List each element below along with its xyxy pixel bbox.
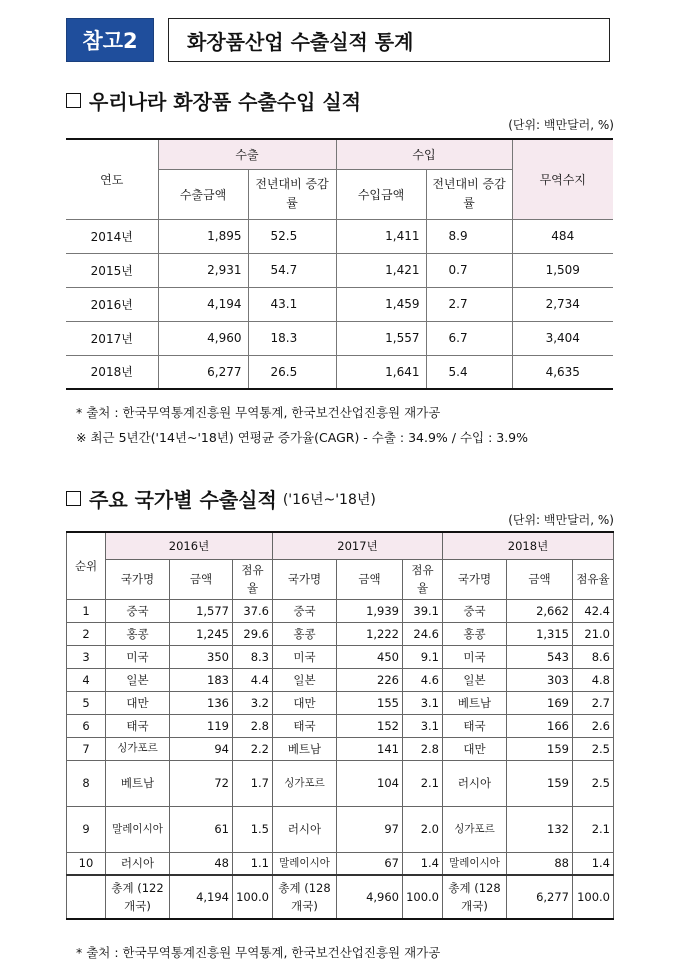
share-2016-cell: 3.2	[233, 691, 273, 714]
country-2017-cell: 러시아	[273, 806, 337, 852]
country-2018-cell: 태국	[443, 714, 507, 737]
country-table-row	[67, 806, 614, 852]
amount-2018-cell: 132	[507, 806, 573, 852]
country-2016-cell: 베트남	[106, 760, 170, 806]
rank-cell: 9	[67, 806, 106, 852]
trade-table-row	[66, 253, 613, 287]
section1-heading	[66, 86, 361, 115]
amount-2016-cell: 94	[170, 737, 233, 760]
share-2018-cell: 2.6	[573, 714, 614, 737]
country-table-row	[67, 599, 614, 622]
amount-2016-cell: 72	[170, 760, 233, 806]
balance-cell: 3,404	[512, 321, 613, 355]
country-table-row	[67, 714, 614, 737]
import-rate-cell: 5.4	[426, 355, 512, 389]
rank-cell: 8	[67, 760, 106, 806]
import-rate-cell: 8.9	[426, 219, 512, 253]
export-amount-cell: 2,931	[158, 253, 248, 287]
amount-2018-cell: 159	[507, 737, 573, 760]
section2-title: 주요 국가별 수출실적	[89, 488, 277, 512]
share-2016-cell: 1.7	[233, 760, 273, 806]
balance-cell: 4,635	[512, 355, 613, 389]
share-2016-cell: 29.6	[233, 622, 273, 645]
export-rate-cell: 26.5	[248, 355, 336, 389]
section1-cagr-note: ※ 최근 5년간('14년~'18년) 연평균 증가율(CAGR) - 수출 : 34.9% / 수입 : 3.9%	[76, 430, 529, 445]
amount-2017-cell: 450	[337, 645, 403, 668]
page-header	[66, 18, 610, 62]
amount-2017-cell: 67	[337, 852, 403, 875]
country-table-row	[67, 760, 614, 806]
checkbox-square-icon	[66, 93, 81, 108]
header-2018: 2018년	[443, 532, 614, 559]
share-2016-cell: 4.4	[233, 668, 273, 691]
header-share: 점유율	[403, 559, 443, 599]
country-2016-cell: 홍콩	[106, 622, 170, 645]
rank-cell: 7	[67, 737, 106, 760]
import-rate-cell: 2.7	[426, 287, 512, 321]
year-cell: 2014년	[66, 219, 158, 253]
amount-2018-cell: 159	[507, 760, 573, 806]
share-2018-cell: 42.4	[573, 599, 614, 622]
country-table-row	[67, 737, 614, 760]
amount-2016-cell: 350	[170, 645, 233, 668]
country-2016-cell: 말레이시아	[106, 806, 170, 852]
section1-source-note: * 출처 : 한국무역통계진흥원 무역통계, 한국보건산업진흥원 재가공	[76, 405, 441, 420]
country-2016-cell: 미국	[106, 645, 170, 668]
share-2017-cell: 3.1	[403, 714, 443, 737]
share-2017-cell: 1.4	[403, 852, 443, 875]
header-import-yoy: 전년대비 증감률	[426, 169, 512, 219]
header-country: 국가명	[273, 559, 337, 599]
country-2018-cell: 말레이시아	[443, 852, 507, 875]
import-amount-cell: 1,411	[336, 219, 426, 253]
amount-2017-cell: 155	[337, 691, 403, 714]
import-rate-cell: 0.7	[426, 253, 512, 287]
share-2017-cell: 4.6	[403, 668, 443, 691]
country-2018-cell: 일본	[443, 668, 507, 691]
country-2018-cell: 러시아	[443, 760, 507, 806]
import-rate-cell: 6.7	[426, 321, 512, 355]
amount-2017-cell: 141	[337, 737, 403, 760]
amount-2017-cell: 1,222	[337, 622, 403, 645]
header-amount: 금액	[170, 559, 233, 599]
country-2016-cell: 대만	[106, 691, 170, 714]
country-2018-cell: 대만	[443, 737, 507, 760]
section1-unit: (단위: 백만달러, %)	[508, 118, 614, 132]
amount-2018-cell: 303	[507, 668, 573, 691]
share-2018-cell: 2.5	[573, 737, 614, 760]
import-amount-cell: 1,421	[336, 253, 426, 287]
share-2017-cell: 2.1	[403, 760, 443, 806]
balance-cell: 2,734	[512, 287, 613, 321]
total-rank-cell	[67, 875, 106, 919]
share-2016-cell: 1.5	[233, 806, 273, 852]
year-cell: 2015년	[66, 253, 158, 287]
country-2016-cell: 중국	[106, 599, 170, 622]
export-amount-cell: 4,960	[158, 321, 248, 355]
country-2017-cell: 태국	[273, 714, 337, 737]
total-label-2017: 총계 (128개국)	[273, 875, 337, 919]
country-2018-cell: 미국	[443, 645, 507, 668]
country-2017-cell: 싱가포르	[273, 760, 337, 806]
share-2018-cell: 21.0	[573, 622, 614, 645]
share-2018-cell: 8.6	[573, 645, 614, 668]
amount-2018-cell: 1,315	[507, 622, 573, 645]
section2-heading	[66, 484, 376, 513]
total-share-2017: 100.0	[403, 875, 443, 919]
amount-2016-cell: 48	[170, 852, 233, 875]
amount-2016-cell: 119	[170, 714, 233, 737]
amount-2018-cell: 169	[507, 691, 573, 714]
reference-tag: 참고2	[66, 18, 154, 62]
header-country: 국가명	[443, 559, 507, 599]
section2-unit: (단위: 백만달러, %)	[508, 513, 614, 527]
share-2018-cell: 4.8	[573, 668, 614, 691]
import-amount-cell: 1,557	[336, 321, 426, 355]
amount-2016-cell: 61	[170, 806, 233, 852]
country-2017-cell: 일본	[273, 668, 337, 691]
total-label-2018: 총계 (128개국)	[443, 875, 507, 919]
amount-2017-cell: 152	[337, 714, 403, 737]
share-2018-cell: 2.5	[573, 760, 614, 806]
export-rate-cell: 54.7	[248, 253, 336, 287]
country-table-row	[67, 645, 614, 668]
country-2017-cell: 베트남	[273, 737, 337, 760]
total-share-2016: 100.0	[233, 875, 273, 919]
header-amount: 금액	[507, 559, 573, 599]
share-2018-cell: 2.1	[573, 806, 614, 852]
amount-2016-cell: 136	[170, 691, 233, 714]
header-2016: 2016년	[106, 532, 273, 559]
section1-title: 우리나라 화장품 수출수입 실적	[89, 90, 362, 114]
import-amount-cell: 1,459	[336, 287, 426, 321]
header-share: 점유율	[233, 559, 273, 599]
country-2018-cell: 베트남	[443, 691, 507, 714]
country-2017-cell: 중국	[273, 599, 337, 622]
country-table-row	[67, 852, 614, 875]
rank-cell: 1	[67, 599, 106, 622]
country-2017-cell: 미국	[273, 645, 337, 668]
rank-cell: 2	[67, 622, 106, 645]
rank-cell: 6	[67, 714, 106, 737]
export-amount-cell: 4,194	[158, 287, 248, 321]
amount-2018-cell: 166	[507, 714, 573, 737]
country-table-row	[67, 691, 614, 714]
share-2016-cell: 2.2	[233, 737, 273, 760]
share-2016-cell: 37.6	[233, 599, 273, 622]
rank-cell: 5	[67, 691, 106, 714]
header-import-amount: 수입금액	[336, 169, 426, 219]
share-2016-cell: 8.3	[233, 645, 273, 668]
rank-cell: 3	[67, 645, 106, 668]
trade-table-row	[66, 355, 613, 389]
country-2018-cell: 중국	[443, 599, 507, 622]
country-2017-cell: 대만	[273, 691, 337, 714]
amount-2017-cell: 104	[337, 760, 403, 806]
share-2017-cell: 3.1	[403, 691, 443, 714]
amount-2017-cell: 1,939	[337, 599, 403, 622]
country-table-row	[67, 622, 614, 645]
share-2017-cell: 2.0	[403, 806, 443, 852]
share-2016-cell: 2.8	[233, 714, 273, 737]
country-2018-cell: 홍콩	[443, 622, 507, 645]
share-2016-cell: 1.1	[233, 852, 273, 875]
share-2017-cell: 9.1	[403, 645, 443, 668]
trade-table-row	[66, 287, 613, 321]
country-2016-cell: 태국	[106, 714, 170, 737]
export-rate-cell: 52.5	[248, 219, 336, 253]
country-2016-cell: 싱가포르	[106, 737, 170, 760]
amount-2016-cell: 183	[170, 668, 233, 691]
amount-2017-cell: 97	[337, 806, 403, 852]
header-amount: 금액	[337, 559, 403, 599]
header-export-amount: 수출금액	[158, 169, 248, 219]
header-balance: 무역수지	[512, 139, 613, 219]
country-export-table	[66, 531, 614, 920]
balance-cell: 484	[512, 219, 613, 253]
header-export-yoy: 전년대비 증감률	[248, 169, 336, 219]
share-2017-cell: 2.8	[403, 737, 443, 760]
header-2017: 2017년	[273, 532, 443, 559]
total-amount-2017: 4,960	[337, 875, 403, 919]
country-2016-cell: 일본	[106, 668, 170, 691]
amount-2016-cell: 1,245	[170, 622, 233, 645]
header-rank: 순위	[67, 532, 106, 599]
share-2017-cell: 39.1	[403, 599, 443, 622]
share-2017-cell: 24.6	[403, 622, 443, 645]
total-label-2016: 총계 (122개국)	[106, 875, 170, 919]
year-cell: 2018년	[66, 355, 158, 389]
header-share: 점유율	[573, 559, 614, 599]
export-rate-cell: 18.3	[248, 321, 336, 355]
total-amount-2016: 4,194	[170, 875, 233, 919]
export-amount-cell: 6,277	[158, 355, 248, 389]
country-2017-cell: 말레이시아	[273, 852, 337, 875]
amount-2017-cell: 226	[337, 668, 403, 691]
header-country: 국가명	[106, 559, 170, 599]
trade-table	[66, 138, 613, 390]
header-import: 수입	[336, 139, 512, 169]
section2-subtitle: ('16년~'18년)	[282, 491, 376, 508]
country-table-row	[67, 668, 614, 691]
header-export: 수출	[158, 139, 336, 169]
header-year: 연도	[66, 139, 158, 219]
total-amount-2018: 6,277	[507, 875, 573, 919]
rank-cell: 4	[67, 668, 106, 691]
amount-2018-cell: 2,662	[507, 599, 573, 622]
total-share-2018: 100.0	[573, 875, 614, 919]
checkbox-square-icon	[66, 491, 81, 506]
share-2018-cell: 1.4	[573, 852, 614, 875]
rank-cell: 10	[67, 852, 106, 875]
country-2018-cell: 싱가포르	[443, 806, 507, 852]
trade-table-row	[66, 219, 613, 253]
section2-source-note: * 출처 : 한국무역통계진흥원 무역통계, 한국보건산업진흥원 재가공	[76, 945, 441, 960]
page-title: 화장품산업 수출실적 통계	[168, 18, 610, 62]
export-rate-cell: 43.1	[248, 287, 336, 321]
share-2018-cell: 2.7	[573, 691, 614, 714]
trade-table-row	[66, 321, 613, 355]
year-cell: 2017년	[66, 321, 158, 355]
amount-2018-cell: 543	[507, 645, 573, 668]
balance-cell: 1,509	[512, 253, 613, 287]
import-amount-cell: 1,641	[336, 355, 426, 389]
country-2016-cell: 러시아	[106, 852, 170, 875]
year-cell: 2016년	[66, 287, 158, 321]
amount-2018-cell: 88	[507, 852, 573, 875]
country-2017-cell: 홍콩	[273, 622, 337, 645]
export-amount-cell: 1,895	[158, 219, 248, 253]
amount-2016-cell: 1,577	[170, 599, 233, 622]
